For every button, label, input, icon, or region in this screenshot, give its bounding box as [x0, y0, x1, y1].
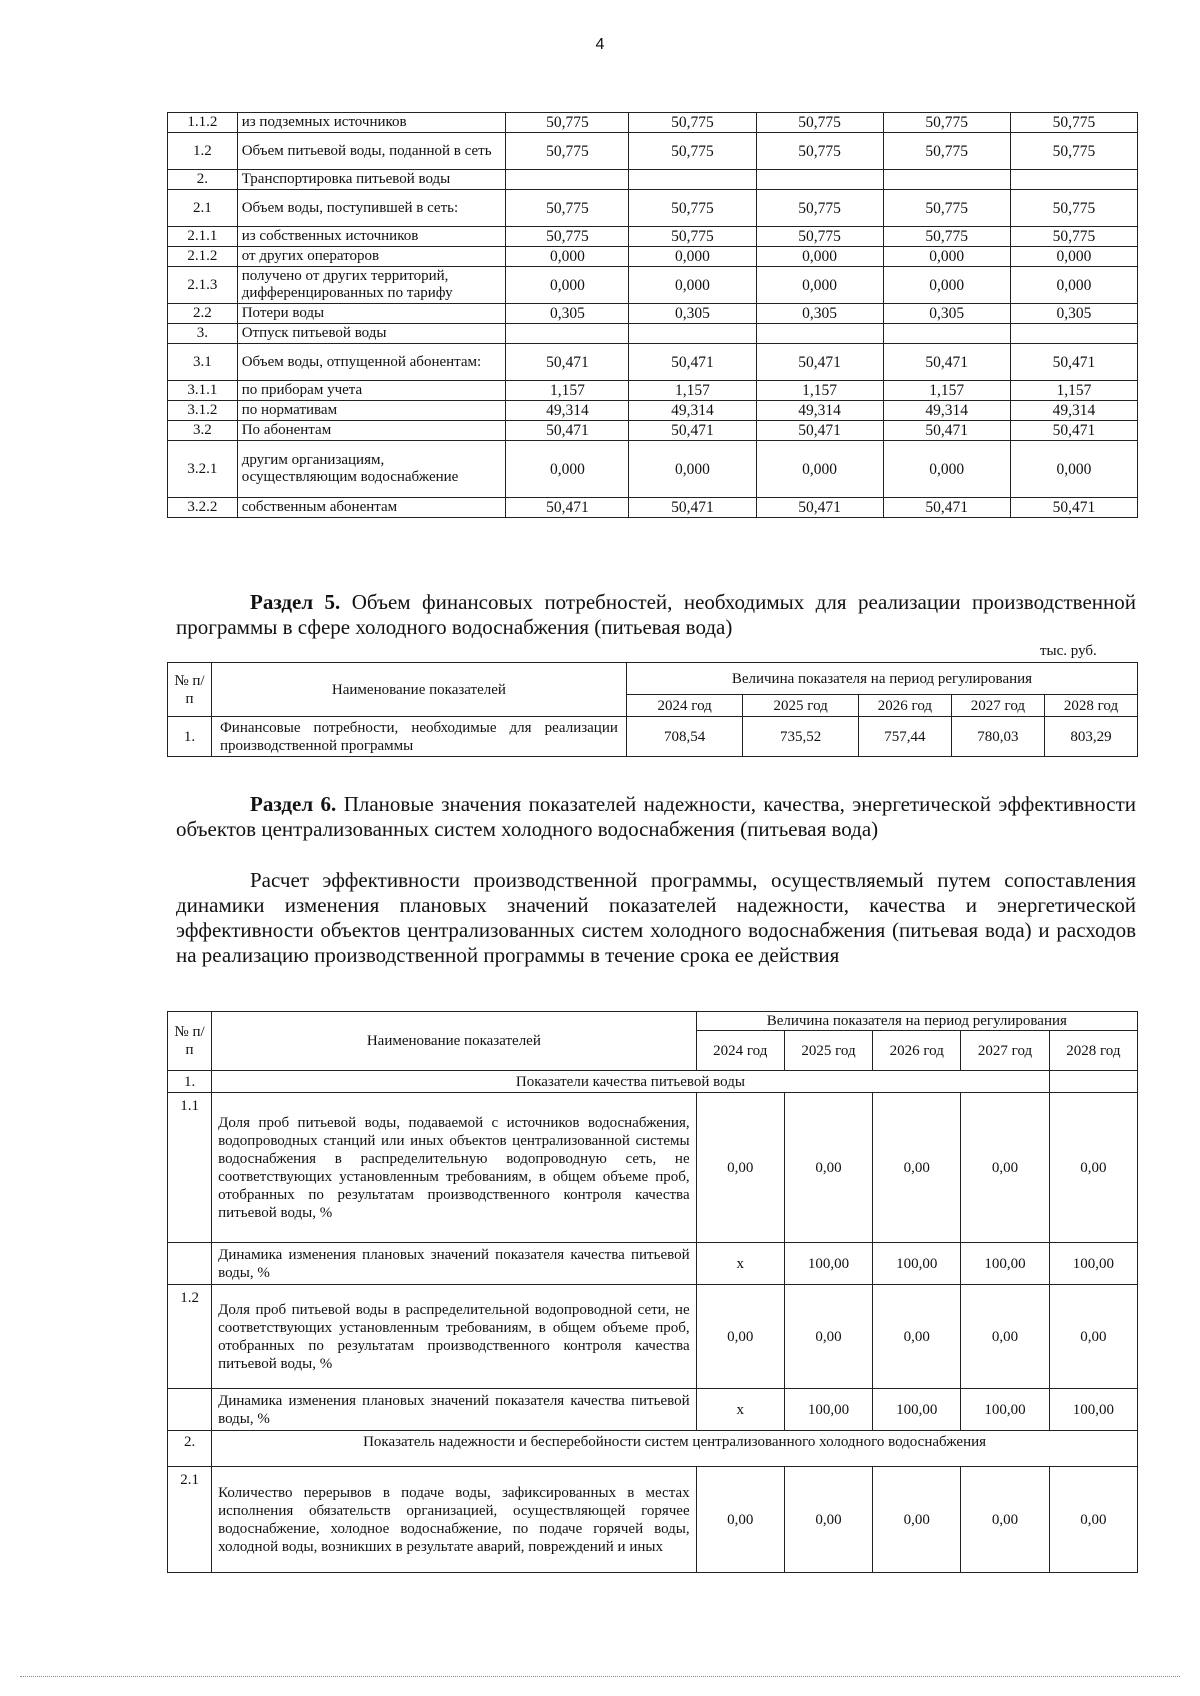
- value-cell: 50,471: [883, 344, 1010, 381]
- group-no: 1.: [168, 1071, 212, 1093]
- year-cell: 2026 год: [858, 695, 951, 717]
- value-cell: 0,00: [873, 1285, 961, 1389]
- row-name: Доля проб питьевой воды в распределительной водопроводной сети, не соответствующих установленным требованиям, в общем объеме проб, отобранных по результатам производственного контроля качества питьевой воды, %: [212, 1285, 696, 1389]
- value-cell: [629, 324, 756, 344]
- value-cell: 50,775: [756, 133, 883, 170]
- row-name: Потери воды: [237, 304, 506, 324]
- row-name: получено от других территорий, дифференцированных по тарифу: [237, 267, 506, 304]
- year-cell: 2027 год: [951, 695, 1044, 717]
- year-cell: 2028 год: [1049, 1031, 1137, 1071]
- value-cell: 50,775: [1010, 190, 1137, 227]
- header-period: Величина показателя на период регулирования: [696, 1012, 1137, 1031]
- value-cell: 50,775: [756, 227, 883, 247]
- row-no: 1.2: [168, 1285, 212, 1389]
- table-row: [168, 113, 1138, 133]
- section6-label: Раздел 6.: [250, 792, 337, 816]
- section6-heading: Плановые значения показателей надежности, качества, энергетической эффективности объектов централизованных систем холодного водоснабжения (питьевая вода): [176, 792, 1136, 841]
- row-name: По абонентам: [237, 421, 506, 441]
- value-cell: 0,000: [883, 247, 1010, 267]
- value-cell: 50,471: [506, 344, 629, 381]
- table-row: [168, 324, 1138, 344]
- value-cell: 100,00: [1049, 1243, 1137, 1285]
- value-cell: [883, 170, 1010, 190]
- value-cell: [506, 324, 629, 344]
- value-cell: x: [696, 1243, 784, 1285]
- value-cell: 50,471: [1010, 344, 1137, 381]
- value-cell: 1,157: [1010, 381, 1137, 401]
- row-name: из подземных источников: [237, 113, 506, 133]
- value-cell: 0,00: [873, 1467, 961, 1573]
- value-cell: 50,775: [629, 190, 756, 227]
- value-cell: 50,775: [629, 133, 756, 170]
- value-cell: 50,775: [506, 133, 629, 170]
- value-cell: 100,00: [873, 1243, 961, 1285]
- water-balance-table: [167, 112, 1138, 518]
- table-row: [168, 267, 1138, 304]
- row-no: 3.2.1: [168, 441, 238, 498]
- value-cell: 0,000: [756, 247, 883, 267]
- table-row: [168, 344, 1138, 381]
- row-no: 2.: [168, 170, 238, 190]
- value-cell: 50,471: [629, 344, 756, 381]
- indicators-table: [167, 1011, 1138, 1573]
- row-no: 2.1: [168, 190, 238, 227]
- value-cell: 0,000: [629, 267, 756, 304]
- value-cell: 50,471: [1010, 421, 1137, 441]
- value-cell: 735,52: [743, 717, 859, 757]
- value-cell: 100,00: [784, 1389, 872, 1431]
- value-cell: 100,00: [961, 1243, 1049, 1285]
- value-cell: 0,305: [629, 304, 756, 324]
- row-no: 3.: [168, 324, 238, 344]
- table-row: [168, 498, 1138, 518]
- value-cell: 100,00: [961, 1389, 1049, 1431]
- value-cell: 0,00: [696, 1467, 784, 1573]
- value-cell: 50,775: [756, 190, 883, 227]
- table-row: [168, 227, 1138, 247]
- section6-title: [176, 792, 1136, 842]
- table-row: [168, 247, 1138, 267]
- value-cell: 0,00: [961, 1285, 1049, 1389]
- value-cell: 49,314: [883, 401, 1010, 421]
- value-cell: 50,775: [883, 190, 1010, 227]
- value-cell: 50,471: [506, 421, 629, 441]
- value-cell: 0,00: [1049, 1467, 1137, 1573]
- year-cell: 2028 год: [1044, 695, 1137, 717]
- value-cell: 0,000: [1010, 267, 1137, 304]
- value-cell: 0,000: [629, 441, 756, 498]
- value-cell: 0,00: [1049, 1285, 1137, 1389]
- row-name: Динамика изменения плановых значений показателя качества питьевой воды, %: [212, 1243, 696, 1285]
- value-cell: 0,305: [756, 304, 883, 324]
- table-row: [168, 401, 1138, 421]
- row-name: Транспортировка питьевой воды: [237, 170, 506, 190]
- table-row: [168, 381, 1138, 401]
- row-no: 1.2: [168, 133, 238, 170]
- row-no: 3.1: [168, 344, 238, 381]
- row-name: от других операторов: [237, 247, 506, 267]
- row-name: собственным абонентам: [237, 498, 506, 518]
- value-cell: 50,775: [506, 113, 629, 133]
- value-cell: 50,471: [756, 498, 883, 518]
- value-cell: 0,00: [961, 1467, 1049, 1573]
- value-cell: 1,157: [629, 381, 756, 401]
- value-cell: 50,775: [883, 133, 1010, 170]
- row-no: 1.1: [168, 1093, 212, 1243]
- value-cell: 757,44: [858, 717, 951, 757]
- value-cell: 1,157: [756, 381, 883, 401]
- header-no: № п/п: [168, 1012, 212, 1071]
- value-cell: 50,775: [629, 227, 756, 247]
- value-cell: 50,471: [629, 421, 756, 441]
- value-cell: [506, 170, 629, 190]
- value-cell: 708,54: [626, 717, 743, 757]
- value-cell: 49,314: [756, 401, 883, 421]
- value-cell: 50,775: [506, 227, 629, 247]
- value-cell: 0,000: [1010, 441, 1137, 498]
- row-name: из собственных источников: [237, 227, 506, 247]
- value-cell: 0,00: [784, 1285, 872, 1389]
- row-no: 3.1.2: [168, 401, 238, 421]
- value-cell: 1,157: [883, 381, 1010, 401]
- row-no: 3.2: [168, 421, 238, 441]
- row-no: 1.: [168, 717, 212, 757]
- value-cell: 0,000: [506, 247, 629, 267]
- value-cell: 50,775: [506, 190, 629, 227]
- table-row: [168, 421, 1138, 441]
- section5-heading: Объем финансовых потребностей, необходимых для реализации производственной программы в сфере холодного водоснабжения (питьевая вода): [176, 590, 1136, 639]
- value-cell: 0,00: [873, 1093, 961, 1243]
- group-title: Показатели качества питьевой воды: [212, 1071, 1050, 1093]
- scan-edge: [20, 1676, 1180, 1677]
- table-row: [168, 133, 1138, 170]
- section5-label: Раздел 5.: [250, 590, 341, 614]
- value-cell: 50,471: [1010, 498, 1137, 518]
- value-cell: 50,471: [883, 421, 1010, 441]
- row-no: 2.2: [168, 304, 238, 324]
- value-cell: 50,471: [756, 344, 883, 381]
- header-period: Величина показателя на период регулирования: [626, 663, 1137, 695]
- value-cell: 0,000: [883, 267, 1010, 304]
- year-cell: 2026 год: [873, 1031, 961, 1071]
- header-no: № п/п: [168, 663, 212, 717]
- value-cell: 0,00: [961, 1093, 1049, 1243]
- value-cell: [883, 324, 1010, 344]
- value-cell: 50,775: [883, 227, 1010, 247]
- value-cell: 50,775: [1010, 227, 1137, 247]
- value-cell: 100,00: [1049, 1389, 1137, 1431]
- page-number: 4: [595, 36, 605, 53]
- value-cell: 0,305: [1010, 304, 1137, 324]
- table-row: [168, 170, 1138, 190]
- value-cell: 780,03: [951, 717, 1044, 757]
- value-cell: [1010, 170, 1137, 190]
- header-name: Наименование показателей: [212, 1012, 696, 1071]
- group-no: 2.: [168, 1431, 212, 1467]
- group-title: Показатель надежности и бесперебойности систем централизованного холодного водоснабжения: [212, 1431, 1138, 1467]
- value-cell: 50,775: [1010, 133, 1137, 170]
- row-no: 1.1.2: [168, 113, 238, 133]
- value-cell: 0,00: [784, 1093, 872, 1243]
- value-cell: 100,00: [784, 1243, 872, 1285]
- value-cell: 50,471: [629, 498, 756, 518]
- row-no: 2.1.3: [168, 267, 238, 304]
- value-cell: 0,305: [506, 304, 629, 324]
- row-no: 3.2.2: [168, 498, 238, 518]
- row-name: другим организациям, осуществляющим водоснабжение: [237, 441, 506, 498]
- value-cell: x: [696, 1389, 784, 1431]
- value-cell: 0,00: [696, 1093, 784, 1243]
- section5-title: [176, 590, 1136, 640]
- value-cell: 50,471: [883, 498, 1010, 518]
- value-cell: 0,305: [883, 304, 1010, 324]
- year-cell: 2027 год: [961, 1031, 1049, 1071]
- value-cell: 50,775: [756, 113, 883, 133]
- row-name: Доля проб питьевой воды, подаваемой с источников водоснабжения, водопроводных станций или иных объектов централизованной системы водоснабжения в распределительную водопроводную сеть, не соответствующих установленным требованиям, в общем объеме проб, отобранных по результатам производственного контроля качества питьевой воды, %: [212, 1093, 696, 1243]
- table-row: [168, 441, 1138, 498]
- row-no: 2.1.1: [168, 227, 238, 247]
- row-name: по нормативам: [237, 401, 506, 421]
- row-name: по приборам учета: [237, 381, 506, 401]
- value-cell: 1,157: [506, 381, 629, 401]
- value-cell: 49,314: [1010, 401, 1137, 421]
- section6-paragraph-text: Расчет эффективности производственной программы, осуществляемый путем сопоставления динамики изменения плановых значений показателей надежности, качества и энергетической эффективности объектов централизованных систем холодного водоснабжения (питьевая вода) и расходов на реализацию производственной программы в течение срока ее действия: [176, 868, 1136, 967]
- section6-paragraph: [176, 868, 1136, 968]
- value-cell: 50,471: [506, 498, 629, 518]
- row-name: Объем воды, поступившей в сеть:: [237, 190, 506, 227]
- finance-table: [167, 662, 1138, 757]
- year-cell: 2025 год: [784, 1031, 872, 1071]
- value-cell: 50,775: [629, 113, 756, 133]
- value-cell: 0,00: [1049, 1093, 1137, 1243]
- table-row: [168, 304, 1138, 324]
- value-cell: 0,00: [784, 1467, 872, 1573]
- value-cell: [629, 170, 756, 190]
- value-cell: 0,000: [756, 441, 883, 498]
- value-cell: 0,000: [883, 441, 1010, 498]
- value-cell: 50,471: [756, 421, 883, 441]
- value-cell: 50,775: [1010, 113, 1137, 133]
- value-cell: 803,29: [1044, 717, 1137, 757]
- value-cell: 0,000: [756, 267, 883, 304]
- row-no: 3.1.1: [168, 381, 238, 401]
- row-name: Объем питьевой воды, поданной в сеть: [237, 133, 506, 170]
- unit-label: тыс. руб.: [1040, 643, 1097, 659]
- value-cell: 49,314: [506, 401, 629, 421]
- year-cell: 2024 год: [696, 1031, 784, 1071]
- row-name: Количество перерывов в подаче воды, зафиксированных в местах исполнения обязательств организацией, осуществляющей горячее водоснабжение, холодное водоснабжение, по подаче горячей воды, холодной воды, возникших в результате аварий, повреждений и иных: [212, 1467, 696, 1573]
- value-cell: 49,314: [629, 401, 756, 421]
- value-cell: [756, 324, 883, 344]
- row-name: Объем воды, отпущенной абонентам:: [237, 344, 506, 381]
- value-cell: 0,000: [1010, 247, 1137, 267]
- value-cell: [756, 170, 883, 190]
- row-name: Финансовые потребности, необходимые для реализации производственной программы: [211, 717, 626, 757]
- row-name: Динамика изменения плановых значений показателя качества питьевой воды, %: [212, 1389, 696, 1431]
- row-no: 2.1.2: [168, 247, 238, 267]
- value-cell: [1010, 324, 1137, 344]
- value-cell: 50,775: [883, 113, 1010, 133]
- table-row: [168, 190, 1138, 227]
- value-cell: 0,000: [506, 441, 629, 498]
- value-cell: 0,000: [629, 247, 756, 267]
- header-name: Наименование показателей: [211, 663, 626, 717]
- year-cell: 2024 год: [626, 695, 743, 717]
- value-cell: 100,00: [873, 1389, 961, 1431]
- row-name: Отпуск питьевой воды: [237, 324, 506, 344]
- value-cell: 0,00: [696, 1285, 784, 1389]
- year-cell: 2025 год: [743, 695, 859, 717]
- row-no: 2.1: [168, 1467, 212, 1573]
- value-cell: 0,000: [506, 267, 629, 304]
